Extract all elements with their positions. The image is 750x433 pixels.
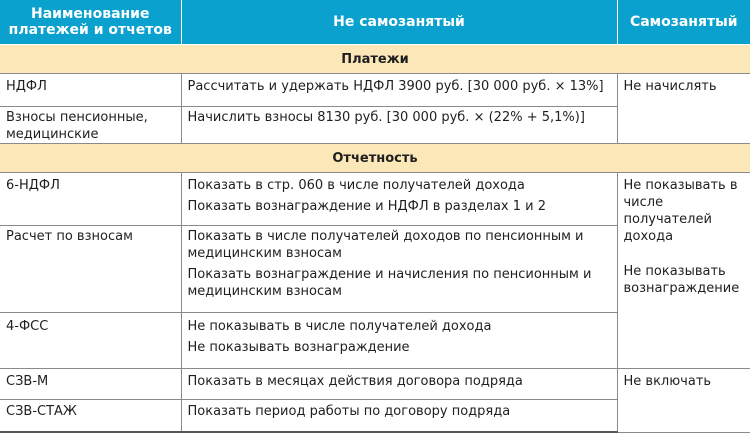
section-row-reports	[0, 144, 750, 173]
section-row-payments	[0, 45, 750, 74]
header-not-self-employed: Не самозанятый	[181, 0, 617, 45]
rsv-not-self-line-2: Показать вознаграждение и начисления по пенсионным и медицинским взносам	[187, 267, 592, 299]
header-payments-reports: Наименование платежей и отчетов	[0, 0, 181, 45]
reports-self-cell	[617, 173, 750, 369]
szv-self-cell: Не включать	[617, 369, 750, 433]
table-header-row	[0, 0, 750, 45]
ndfl-not-self-cell: Рассчитать и удержать НДФЛ 3900 руб. [30 000 руб. × 13%]	[181, 74, 617, 107]
rsv-not-self-line-1: Показать в числе получателей доходов по пенсионным и медицинским взносам	[187, 229, 584, 261]
row-name-ndfl: НДФЛ	[0, 74, 181, 107]
row-name-6ndfl: 6-НДФЛ	[0, 173, 181, 226]
row-name-contributions: Взносы пенсионные, медицинские	[0, 107, 181, 144]
self-not-show-reward: Не показывать вознаграждение	[623, 264, 740, 296]
section-title-payments: Платежи	[0, 45, 750, 74]
header-self-employed: Самозанятый	[617, 0, 750, 45]
4fss-not-self-line-2: Не показывать вознаграждение	[187, 340, 410, 355]
6ndfl-not-self-line-1: Показать в стр. 060 в числе получателей дохода	[187, 178, 525, 193]
table-row-szvm	[0, 369, 750, 400]
contributions-not-self-cell: Начислить взносы 8130 руб. [30 000 руб. × (22% + 5,1%)]	[181, 107, 617, 144]
ndfl-self-cell: Не начислять	[617, 74, 750, 144]
6ndfl-not-self-cell	[181, 173, 617, 226]
4fss-not-self-line-1: Не показывать в числе получателей дохода	[187, 319, 492, 334]
section-title-reports: Отчетность	[0, 144, 750, 173]
table-row-ndfl	[0, 74, 750, 107]
row-name-szvstazh: СЗВ-СТАЖ	[0, 400, 181, 433]
table-row-6ndfl	[0, 173, 750, 226]
szvstazh-not-self-cell: Показать период работы по договору подряда	[181, 400, 617, 433]
4fss-not-self-cell	[181, 313, 617, 369]
szvm-not-self-cell: Показать в месяцах действия договора подряда	[181, 369, 617, 400]
rsv-not-self-cell	[181, 226, 617, 313]
6ndfl-not-self-line-2: Показать вознаграждение и НДФЛ в разделах 1 и 2	[187, 199, 546, 214]
row-name-4fss: 4-ФСС	[0, 313, 181, 369]
row-name-szvm: СЗВ-М	[0, 369, 181, 400]
row-name-rsv: Расчет по взносам	[0, 226, 181, 313]
self-not-show-recipients: Не показывать в числе получателей дохода	[623, 178, 738, 244]
